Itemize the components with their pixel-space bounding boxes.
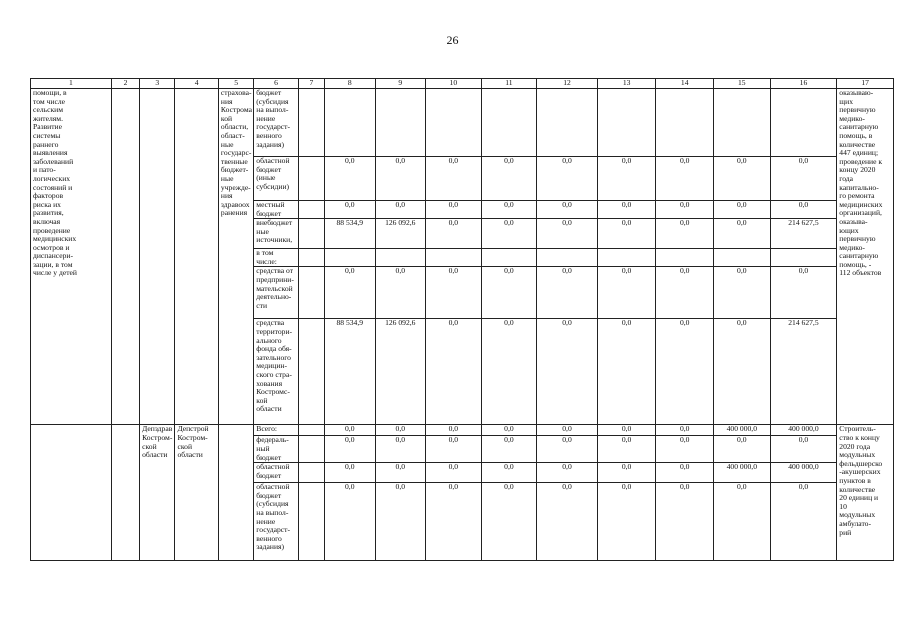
- value-cell: 0,0: [770, 483, 837, 561]
- cell-line: -акушерских: [839, 467, 881, 477]
- cell-line: модульных: [839, 450, 876, 460]
- value-cell: 0,0: [714, 319, 771, 425]
- empty-cell: [298, 425, 324, 436]
- row-label: [254, 249, 298, 267]
- cell-line: ные: [256, 226, 269, 236]
- responsible-executors: [218, 89, 253, 425]
- empty-cell: [298, 267, 324, 319]
- value-cell: 0,0: [770, 267, 837, 319]
- cell-line: санитарную: [839, 122, 879, 132]
- value-cell: 0,0: [537, 267, 598, 319]
- value-cell: 0,0: [325, 436, 376, 463]
- value-cell: 0,0: [656, 483, 714, 561]
- row-label: [254, 425, 298, 436]
- value-cell: 0,0: [597, 319, 656, 425]
- empty-cell: [111, 425, 139, 561]
- cell-line: задания): [256, 139, 285, 149]
- value-cell: [597, 249, 656, 267]
- row-label: [254, 436, 298, 463]
- value-cell: 0,0: [770, 201, 837, 219]
- value-cell: 0,0: [597, 463, 656, 483]
- value-cell: 0,0: [481, 219, 537, 249]
- value-cell: 0,0: [375, 201, 426, 219]
- value-cell: [426, 89, 482, 157]
- cell-line: зации, в том: [33, 259, 73, 269]
- cell-line: факторов: [33, 191, 64, 201]
- value-cell: 0,0: [656, 201, 714, 219]
- result-description: [837, 89, 894, 425]
- value-cell: 88 534,9: [325, 319, 376, 425]
- cell-line: первичную: [839, 105, 876, 115]
- cell-line: государс-: [220, 148, 252, 158]
- value-cell: 0,0: [656, 319, 714, 425]
- cell-line: концу 2020: [839, 165, 876, 175]
- cell-line: оказыва-: [839, 216, 868, 226]
- cell-line: заболеваний: [33, 156, 74, 166]
- cell-line: (субсидия: [256, 96, 289, 106]
- cell-line: Развитие: [33, 122, 62, 132]
- value-cell: [481, 249, 537, 267]
- value-cell: 0,0: [537, 436, 598, 463]
- cell-line: 2020 года: [839, 441, 871, 451]
- value-cell: [325, 249, 376, 267]
- value-cell: 0,0: [426, 436, 482, 463]
- cell-line: медицин-: [256, 361, 288, 371]
- row-label: [254, 219, 298, 249]
- cell-line: капитально-: [839, 182, 879, 192]
- header-cell: 17: [837, 79, 894, 89]
- cell-line: Кострома: [220, 105, 252, 115]
- value-cell: 0,0: [770, 436, 837, 463]
- value-cell: [325, 89, 376, 157]
- cell-line: медико-: [839, 242, 865, 252]
- cell-line: Всего:: [256, 424, 278, 434]
- cell-line: областной: [256, 156, 290, 165]
- value-cell: 0,0: [537, 425, 598, 436]
- cell-line: предприни-: [256, 274, 294, 284]
- value-cell: 400 000,0: [770, 463, 837, 483]
- header-cell: 14: [656, 79, 714, 89]
- executor-department: [175, 425, 218, 561]
- cell-line: Строитель-: [839, 424, 876, 434]
- empty-cell: [218, 425, 253, 561]
- value-cell: 400 000,0: [714, 425, 771, 436]
- value-cell: [714, 89, 771, 157]
- cell-line: риска их: [33, 199, 61, 209]
- header-cell: 15: [714, 79, 771, 89]
- value-cell: 0,0: [597, 219, 656, 249]
- cell-line: област-: [220, 130, 245, 140]
- cell-line: развития,: [33, 208, 64, 218]
- value-cell: 0,0: [426, 483, 482, 561]
- value-cell: 0,0: [770, 157, 837, 201]
- value-cell: 0,0: [325, 463, 376, 483]
- value-cell: 0,0: [597, 267, 656, 319]
- value-cell: [481, 89, 537, 157]
- value-cell: 0,0: [714, 201, 771, 219]
- value-cell: 0,0: [656, 425, 714, 436]
- cell-line: года: [839, 173, 854, 183]
- value-cell: 0,0: [537, 483, 598, 561]
- empty-cell: [298, 463, 324, 483]
- cell-line: щих: [839, 96, 853, 106]
- cell-line: бюджет: [256, 88, 282, 97]
- value-cell: 0,0: [537, 319, 598, 425]
- value-cell: 126 092,6: [375, 319, 426, 425]
- cell-line: ния: [220, 96, 233, 106]
- cell-line: рий: [839, 527, 852, 537]
- cell-line: государст-: [256, 525, 291, 535]
- value-cell: 0,0: [481, 463, 537, 483]
- value-cell: 0,0: [325, 483, 376, 561]
- cell-line: области,: [220, 122, 249, 132]
- cell-line: санитарную: [839, 251, 879, 261]
- cell-line: организаций,: [839, 208, 882, 218]
- row-label: [254, 157, 298, 201]
- cell-line: медико-: [839, 113, 865, 123]
- empty-cell: [298, 436, 324, 463]
- header-cell: 3: [140, 79, 175, 89]
- cell-line: венного: [256, 533, 282, 543]
- cell-line: бюджет: [256, 208, 282, 218]
- header-cell: 8: [325, 79, 376, 89]
- cell-line: фельдшерско: [839, 458, 883, 468]
- value-cell: 0,0: [656, 463, 714, 483]
- cell-line: территори-: [256, 326, 293, 336]
- value-cell: 88 534,9: [325, 219, 376, 249]
- cell-line: числе:: [256, 256, 277, 266]
- cell-line: включая: [33, 216, 61, 226]
- value-cell: 214 627,5: [770, 219, 837, 249]
- cell-line: (субсидия: [256, 499, 289, 509]
- empty-cell: [298, 157, 324, 201]
- value-cell: 0,0: [656, 219, 714, 249]
- empty-cell: [175, 89, 218, 425]
- cell-line: го ремонта: [839, 191, 875, 201]
- empty-cell: [31, 425, 112, 561]
- cell-line: сельским: [33, 105, 64, 115]
- cell-line: учрежде-: [220, 182, 251, 192]
- value-cell: 0,0: [537, 201, 598, 219]
- cell-line: областной: [256, 462, 290, 472]
- value-cell: 0,0: [714, 267, 771, 319]
- cell-line: на выпол-: [256, 105, 289, 115]
- cell-line: области: [177, 450, 203, 460]
- value-cell: 0,0: [426, 267, 482, 319]
- cell-line: логических: [33, 173, 71, 183]
- value-cell: 0,0: [426, 219, 482, 249]
- cell-line: Депстрой: [177, 424, 209, 434]
- value-cell: 0,0: [426, 201, 482, 219]
- empty-cell: [298, 319, 324, 425]
- cell-line: проведение: [33, 225, 71, 235]
- cell-line: зательного: [256, 352, 291, 362]
- empty-cell: [298, 219, 324, 249]
- cell-line: количестве: [839, 484, 876, 494]
- value-cell: 0,0: [714, 483, 771, 561]
- cell-line: страхова-: [220, 88, 252, 97]
- empty-cell: [298, 483, 324, 561]
- value-cell: 0,0: [481, 436, 537, 463]
- cell-line: оказываю-: [839, 88, 874, 97]
- value-cell: [656, 89, 714, 157]
- cell-line: 20 единиц и: [839, 493, 879, 503]
- value-cell: 400 000,0: [714, 463, 771, 483]
- value-cell: 0,0: [426, 319, 482, 425]
- value-cell: 0,0: [597, 483, 656, 561]
- empty-cell: [298, 201, 324, 219]
- cell-line: 112 объектов: [839, 268, 882, 278]
- cell-line: количестве: [839, 139, 876, 149]
- value-cell: [375, 249, 426, 267]
- cell-line: числе у детей: [33, 268, 77, 278]
- header-cell: 12: [537, 79, 598, 89]
- cell-line: фонда обя-: [256, 344, 292, 354]
- value-cell: 0,0: [481, 319, 537, 425]
- cell-line: внебюджет: [256, 218, 293, 228]
- cell-line: кой: [220, 113, 233, 123]
- cell-line: ство к концу: [839, 432, 880, 442]
- cell-line: сти: [256, 300, 268, 310]
- cell-line: ния: [220, 191, 233, 201]
- value-cell: 0,0: [481, 483, 537, 561]
- value-cell: [597, 89, 656, 157]
- cell-line: 10: [839, 501, 847, 511]
- budget-table: [30, 78, 894, 561]
- cell-line: медицинских: [33, 234, 77, 244]
- value-cell: 0,0: [537, 219, 598, 249]
- cell-line: бюджет: [256, 470, 282, 480]
- cell-line: нение: [256, 516, 276, 526]
- value-cell: 0,0: [714, 219, 771, 249]
- cell-line: ранения: [220, 208, 248, 218]
- value-cell: 0,0: [537, 463, 598, 483]
- cell-line: бюджет-: [220, 165, 249, 175]
- row-label: [254, 483, 298, 561]
- cell-line: бюджет: [256, 164, 282, 174]
- cell-line: областной: [256, 482, 290, 492]
- header-cell: 9: [375, 79, 426, 89]
- value-cell: [375, 89, 426, 157]
- cell-line: области: [256, 404, 282, 414]
- cell-line: субсидии): [256, 181, 290, 191]
- cell-line: жителям.: [33, 113, 63, 123]
- cell-line: области: [142, 450, 168, 460]
- cell-line: источники,: [256, 235, 293, 245]
- cell-line: первичную: [839, 234, 876, 244]
- value-cell: 0,0: [375, 267, 426, 319]
- value-cell: 0,0: [375, 463, 426, 483]
- page-number: 26: [446, 33, 459, 47]
- empty-cell: [140, 89, 175, 425]
- value-cell: [770, 249, 837, 267]
- value-cell: 0,0: [597, 425, 656, 436]
- cell-line: помощь, в: [839, 130, 873, 140]
- header-cell: 7: [298, 79, 324, 89]
- cell-line: ющих: [839, 225, 859, 235]
- cell-line: мательской: [256, 283, 293, 293]
- cell-line: венного: [256, 130, 282, 140]
- cell-line: ской: [142, 441, 157, 451]
- cell-line: системы: [33, 130, 61, 140]
- value-cell: [770, 89, 837, 157]
- value-cell: 0,0: [325, 267, 376, 319]
- value-cell: 0,0: [375, 425, 426, 436]
- cell-line: ный: [256, 443, 270, 453]
- header-cell: 13: [597, 79, 656, 89]
- cell-line: проведение к: [839, 156, 883, 166]
- value-cell: [656, 249, 714, 267]
- cell-line: пунктов в: [839, 475, 871, 485]
- cell-line: модульных: [839, 510, 876, 520]
- cell-line: деятельно-: [256, 292, 292, 302]
- value-cell: 0,0: [481, 157, 537, 201]
- cell-line: ального: [256, 335, 282, 345]
- row-label: [254, 267, 298, 319]
- header-cell: 10: [426, 79, 482, 89]
- cell-line: на выпол-: [256, 507, 289, 517]
- cell-line: Костром-: [177, 432, 208, 442]
- cell-line: помощи, в: [33, 88, 67, 97]
- value-cell: 0,0: [426, 463, 482, 483]
- cell-line: медицинских: [839, 199, 883, 209]
- empty-cell: [111, 89, 139, 425]
- cell-line: том числе: [33, 96, 65, 106]
- cell-line: диспансери-: [33, 251, 74, 261]
- value-cell: 0,0: [426, 425, 482, 436]
- value-cell: 0,0: [325, 157, 376, 201]
- value-cell: 0,0: [375, 483, 426, 561]
- value-cell: [537, 89, 598, 157]
- header-cell: 5: [218, 79, 253, 89]
- cell-line: (иные: [256, 173, 276, 183]
- header-cell: 11: [481, 79, 537, 89]
- cell-line: здравоох: [220, 199, 250, 209]
- value-cell: 0,0: [656, 157, 714, 201]
- cell-line: ные: [220, 139, 234, 149]
- header-cell: 16: [770, 79, 837, 89]
- cell-line: твенные: [220, 156, 248, 166]
- cell-line: средства от: [256, 266, 294, 276]
- value-cell: 0,0: [656, 267, 714, 319]
- value-cell: 0,0: [597, 436, 656, 463]
- value-cell: [426, 249, 482, 267]
- cell-line: осмотров и: [33, 242, 70, 252]
- value-cell: 400 000,0: [770, 425, 837, 436]
- cell-line: раннего: [33, 139, 59, 149]
- table-row: [31, 425, 894, 436]
- value-cell: 0,0: [325, 201, 376, 219]
- cell-line: выявления: [33, 148, 68, 158]
- cell-line: Депздрав: [142, 424, 173, 434]
- cell-line: ского стра-: [256, 369, 292, 379]
- value-cell: 126 092,6: [375, 219, 426, 249]
- value-cell: 0,0: [597, 201, 656, 219]
- value-cell: 0,0: [325, 425, 376, 436]
- customer-department: [140, 425, 175, 561]
- cell-line: Костром-: [142, 432, 173, 442]
- value-cell: [714, 249, 771, 267]
- value-cell: 214 627,5: [770, 319, 837, 425]
- cell-line: местный: [256, 200, 285, 209]
- cell-line: государст-: [256, 122, 291, 132]
- cell-line: Костромс-: [256, 387, 290, 397]
- cell-line: амбулато-: [839, 518, 872, 528]
- header-cell: 6: [254, 79, 298, 89]
- cell-line: кой: [256, 395, 268, 405]
- cell-line: и пато-: [33, 165, 56, 175]
- value-cell: 0,0: [597, 157, 656, 201]
- header-cell: 4: [175, 79, 218, 89]
- cell-line: задания): [256, 542, 285, 552]
- value-cell: 0,0: [714, 436, 771, 463]
- cell-line: ской: [177, 441, 193, 451]
- row-label: [254, 319, 298, 425]
- value-cell: 0,0: [481, 201, 537, 219]
- cell-line: бюджет: [256, 490, 282, 500]
- measure-description: [31, 89, 112, 425]
- table-row: [31, 89, 894, 157]
- value-cell: 0,0: [714, 157, 771, 201]
- cell-line: помощь, -: [839, 259, 872, 269]
- cell-line: 447 единиц;: [839, 148, 879, 158]
- header-cell: 1: [31, 79, 112, 89]
- empty-cell: [298, 89, 324, 157]
- cell-line: ные: [220, 173, 234, 183]
- value-cell: [537, 249, 598, 267]
- row-label: [254, 463, 298, 483]
- value-cell: 0,0: [375, 157, 426, 201]
- value-cell: 0,0: [537, 157, 598, 201]
- cell-line: состояний и: [33, 182, 73, 192]
- cell-line: нение: [256, 113, 276, 123]
- cell-line: федераль-: [256, 435, 289, 445]
- cell-line: в том: [256, 248, 274, 258]
- value-cell: 0,0: [375, 436, 426, 463]
- cell-line: средства: [256, 318, 285, 328]
- value-cell: 0,0: [656, 436, 714, 463]
- row-label: [254, 89, 298, 157]
- result-description: [837, 425, 894, 561]
- empty-cell: [298, 249, 324, 267]
- cell-line: хования: [256, 378, 283, 388]
- cell-line: бюджет: [256, 452, 282, 462]
- header-cell: 2: [111, 79, 139, 89]
- value-cell: 0,0: [481, 267, 537, 319]
- value-cell: 0,0: [426, 157, 482, 201]
- value-cell: 0,0: [481, 425, 537, 436]
- row-label: [254, 201, 298, 219]
